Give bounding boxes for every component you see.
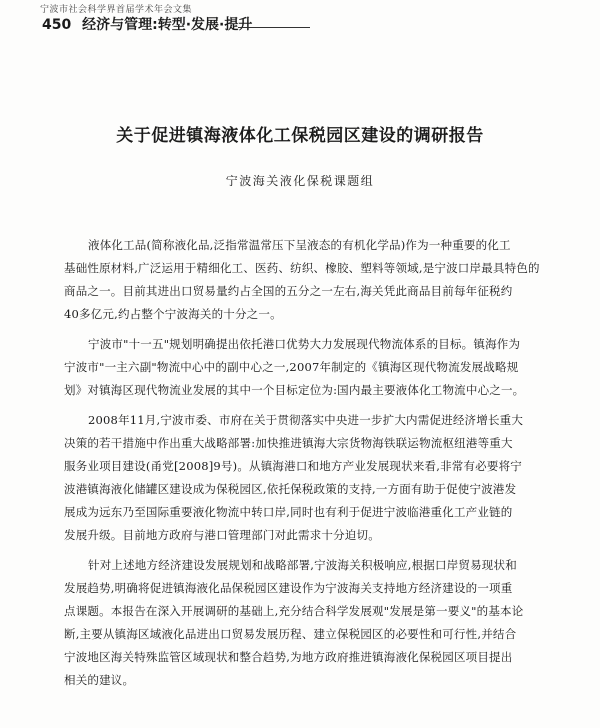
text-line: 针对上述地方经济建设发展规划和战略部署,宁波海关积极响应,根据口岸贸易现状和 bbox=[88, 558, 517, 572]
text-line: 宁波市"十一五"规划明确提出依托港口优势大力发展现代物流体系的目标。镇海作为 bbox=[88, 337, 521, 351]
text-line: 2008年11月,宁波市委、市府在关于贯彻落实中央进一步扩大内需促进经济增长重大 bbox=[88, 413, 524, 427]
text-line: 波港镇海液化储罐区建设成为保税园区,依托保税政策的支持,一方面有助于促使宁波港发 bbox=[64, 482, 517, 496]
text-line: 断,主要从镇海区域液化品进出口贸易发展历程、建立保税园区的必要性和可行性,并结合 bbox=[64, 627, 517, 641]
article-title: 关于促进镇海液体化工保税园区建设的调研报告 bbox=[116, 126, 484, 146]
text-line: 发展升级。目前地方政府与港口管理部门对此需求十分迫切。 bbox=[64, 528, 380, 542]
text-line: 基础性原材料,广泛运用于精细化工、医药、纺织、橡胶、塑料等领域,是宁波口岸最具特色的 bbox=[64, 261, 540, 275]
text-line: 40多亿元,约占整个宁波海关的十分之一。 bbox=[64, 307, 282, 321]
text-line: 划》对镇海区现代物流业发展的其中一个目标定位为:国内最主要液体化工物流中心之一。 bbox=[64, 383, 525, 397]
publication-note: 宁波市社会科学界首届学术年会文集 bbox=[40, 5, 193, 15]
text-line: 液体化工品(简称液化品,泛指常温常压下呈液态的有机化学品)作为一种重要的化工 bbox=[88, 238, 511, 252]
page-number: 450 bbox=[42, 17, 72, 33]
text-line: 宁波市"一主六副"物流中心中的副中心之一,2007年制定的《镇海区现代物流发展战略规 bbox=[64, 360, 519, 374]
running-header bbox=[42, 14, 252, 34]
article-author: 宁波海关液化保税课题组 bbox=[225, 174, 375, 188]
text-line: 发展趋势,明确将促进镇海液化品保税园区建设作为宁波海关支持地方经济建设的一项重 bbox=[64, 581, 513, 595]
running-title: 经济与管理:转型·发展·提升 bbox=[82, 17, 253, 33]
header-rule bbox=[238, 27, 310, 28]
paragraph-2 bbox=[64, 333, 552, 402]
text-line: 宁波地区海关特殊监管区域现状和整合趋势,为地方政府推进镇海液化保税园区项目提出 bbox=[64, 650, 513, 664]
paragraph-1 bbox=[64, 234, 552, 326]
text-line: 相关的建议。 bbox=[64, 673, 135, 687]
article-body bbox=[64, 234, 552, 699]
paragraph-4 bbox=[64, 554, 552, 692]
text-line: 决策的若干措施中作出重大战略部署:加快推进镇海大宗货物海铁联运物流枢纽港等重大 bbox=[64, 436, 513, 450]
text-line: 点课题。本报告在深入开展调研的基础上,充分结合科学发展观"发展是第一要义"的基本论 bbox=[64, 604, 524, 618]
paragraph-3 bbox=[64, 409, 552, 547]
text-line: 展成为远东乃至国际重要液化物流中转口岸,同时也有利于促进宁波临港重化工产业链的 bbox=[64, 505, 513, 519]
text-line: 商品之一。目前其进出口贸易量约占全国的五分之一左右,海关凭此商品目前每年征税约 bbox=[64, 284, 513, 298]
text-line: 服务业项目建设(甬党[2008]9号)。从镇海港口和地方产业发展现状来看,非常有必要将宁 bbox=[64, 459, 522, 473]
